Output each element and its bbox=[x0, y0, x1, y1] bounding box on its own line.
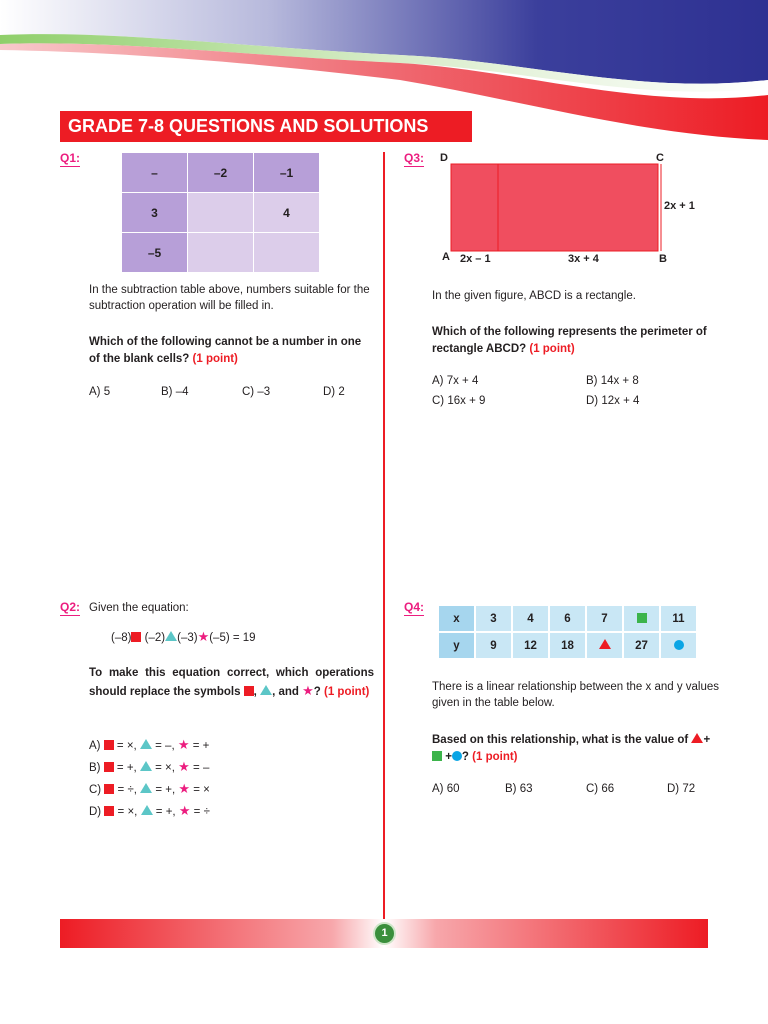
q2-option-c bbox=[89, 781, 210, 797]
q4-option-c: C) 66 bbox=[586, 783, 615, 795]
table-cell: –1 bbox=[254, 153, 320, 193]
table-cell: 4 bbox=[254, 193, 320, 233]
option-value: = +, bbox=[155, 784, 176, 796]
side-label-bottom-left: 2x – 1 bbox=[460, 253, 491, 265]
option-value: = ÷, bbox=[117, 784, 137, 796]
page-number-badge: 1 bbox=[373, 922, 396, 945]
q2-question-text: , bbox=[253, 686, 257, 698]
option-letter: B) bbox=[89, 762, 101, 774]
teal-triangle-icon bbox=[165, 631, 177, 641]
q3-question bbox=[432, 324, 712, 358]
pink-star-icon: ★ bbox=[178, 803, 191, 818]
q3-label: Q3: bbox=[404, 151, 425, 165]
q2-intro: Given the equation: bbox=[89, 602, 189, 614]
eq-term: (–2) bbox=[144, 632, 166, 644]
q3-points: (1 point) bbox=[529, 343, 575, 355]
q1-text: In the subtraction table above, numbers suitable for the subtraction operation will be filled in. bbox=[89, 284, 370, 312]
q3-option-d: D) 12x + 4 bbox=[586, 395, 640, 407]
q2-label: Q2: bbox=[60, 600, 81, 614]
option-letter: C) bbox=[89, 784, 102, 796]
q4-question-text: + bbox=[703, 734, 711, 746]
table-cell: – bbox=[122, 153, 188, 193]
eq-term: (–3) bbox=[177, 632, 198, 644]
q2-option-b bbox=[89, 759, 209, 775]
pink-star-icon: ★ bbox=[177, 737, 190, 752]
option-letter: A) bbox=[89, 740, 101, 752]
table-cell bbox=[660, 632, 697, 659]
eq-term: (–8) bbox=[111, 632, 132, 644]
vertex-c: C bbox=[656, 152, 664, 164]
blue-circle-icon bbox=[452, 751, 462, 761]
table-cell: 6 bbox=[549, 605, 586, 632]
teal-triangle-icon bbox=[140, 761, 152, 771]
table-cell: –5 bbox=[122, 233, 188, 273]
q2-question bbox=[89, 665, 374, 701]
pink-star-icon: ★ bbox=[302, 683, 314, 698]
q1-points: (1 point) bbox=[192, 353, 238, 365]
q1-option-a: A) 5 bbox=[89, 386, 111, 398]
q1-option-b: B) –4 bbox=[161, 386, 189, 398]
teal-triangle-icon bbox=[140, 739, 152, 749]
table-cell: 3 bbox=[475, 605, 512, 632]
option-value: = ×, bbox=[155, 762, 175, 774]
column-divider bbox=[383, 152, 385, 922]
option-value: = +, bbox=[116, 762, 137, 774]
red-triangle-icon bbox=[691, 733, 703, 743]
q2-option-d bbox=[89, 803, 210, 819]
table-cell: 4 bbox=[512, 605, 549, 632]
q3-option-c: C) 16x + 9 bbox=[432, 395, 486, 407]
table-cell bbox=[586, 632, 623, 659]
blue-circle-icon bbox=[674, 640, 684, 650]
q2-option-a bbox=[89, 737, 209, 753]
table-cell: –2 bbox=[188, 153, 254, 193]
table-cell-blank bbox=[254, 233, 320, 273]
option-value: = × bbox=[193, 784, 210, 796]
pink-star-icon: ★ bbox=[178, 781, 191, 796]
q4-question-text: ? bbox=[461, 751, 469, 763]
q1-subtraction-table bbox=[121, 152, 320, 273]
red-square-icon bbox=[131, 632, 141, 642]
q2-question-text: ? bbox=[313, 686, 321, 698]
q4-question-text: Based on this relationship, what is the value of bbox=[432, 734, 689, 746]
q4-points: (1 point) bbox=[472, 751, 518, 763]
q4-text: There is a linear relationship between the x and y values given in the table below. bbox=[432, 681, 720, 709]
side-label-right: 2x + 1 bbox=[664, 200, 695, 212]
q4-option-d: D) 72 bbox=[667, 783, 696, 795]
q2-points: (1 point) bbox=[324, 686, 370, 698]
option-value: = ÷ bbox=[193, 806, 210, 818]
q2-equation bbox=[111, 629, 256, 646]
vertex-d: D bbox=[440, 152, 448, 164]
teal-triangle-icon bbox=[140, 783, 152, 793]
table-cell: 12 bbox=[512, 632, 549, 659]
table-cell bbox=[623, 605, 660, 632]
red-square-icon bbox=[104, 762, 114, 772]
vertex-b: B bbox=[659, 253, 667, 265]
q3-option-a: A) 7x + 4 bbox=[432, 375, 479, 387]
q3-option-b: B) 14x + 8 bbox=[586, 375, 639, 387]
red-triangle-icon bbox=[599, 639, 611, 649]
table-cell: 18 bbox=[549, 632, 586, 659]
q4-option-b: B) 63 bbox=[505, 783, 533, 795]
q1-option-c: C) –3 bbox=[242, 386, 271, 398]
table-cell: 27 bbox=[623, 632, 660, 659]
teal-triangle-icon bbox=[260, 685, 272, 695]
q1-question bbox=[89, 334, 374, 368]
rectangle-abcd bbox=[451, 164, 658, 251]
pink-star-icon: ★ bbox=[197, 629, 210, 644]
q2-question-text: , and bbox=[272, 686, 299, 698]
table-header-y: y bbox=[438, 632, 475, 659]
q2-question-text: To make this equation correct, which operations should replace the symbols bbox=[89, 667, 374, 698]
q1-label: Q1: bbox=[60, 151, 81, 165]
page-title: GRADE 7-8 QUESTIONS AND SOLUTIONS bbox=[60, 111, 472, 142]
q3-question-text: Which of the following represents the perimeter of rectangle ABCD? bbox=[432, 326, 707, 355]
red-square-icon bbox=[104, 740, 114, 750]
option-value: = – bbox=[193, 762, 210, 774]
option-value: = ×, bbox=[116, 740, 137, 752]
option-value: = ×, bbox=[117, 806, 138, 818]
table-cell: 11 bbox=[660, 605, 697, 632]
table-header-x: x bbox=[438, 605, 475, 632]
table-cell: 3 bbox=[122, 193, 188, 233]
option-letter: D) bbox=[89, 806, 102, 818]
green-square-icon bbox=[637, 613, 647, 623]
table-cell-blank bbox=[188, 233, 254, 273]
q1-option-d: D) 2 bbox=[323, 386, 345, 398]
red-square-icon bbox=[104, 806, 114, 816]
table-cell: 7 bbox=[586, 605, 623, 632]
side-label-bottom-right: 3x + 4 bbox=[568, 253, 599, 265]
red-square-icon bbox=[104, 784, 114, 794]
vertex-a: A bbox=[442, 251, 450, 263]
pink-star-icon: ★ bbox=[178, 759, 190, 774]
green-square-icon bbox=[432, 751, 442, 761]
q4-option-a: A) 60 bbox=[432, 783, 460, 795]
q4-question bbox=[432, 732, 717, 766]
table-cell: 9 bbox=[475, 632, 512, 659]
table-cell-blank bbox=[188, 193, 254, 233]
q4-xy-table bbox=[437, 604, 698, 660]
q4-label: Q4: bbox=[404, 600, 425, 614]
option-value: = +, bbox=[155, 806, 176, 818]
red-square-icon bbox=[244, 686, 254, 696]
q4-question-text: + bbox=[445, 751, 452, 763]
option-value: = + bbox=[192, 740, 210, 752]
eq-term: (–5) = 19 bbox=[209, 632, 256, 644]
teal-triangle-icon bbox=[141, 805, 153, 815]
q1-question-text: Which of the following cannot be a number in one of the blank cells? bbox=[89, 336, 362, 365]
option-value: = –, bbox=[155, 740, 175, 752]
q3-text: In the given figure, ABCD is a rectangle. bbox=[432, 290, 636, 302]
